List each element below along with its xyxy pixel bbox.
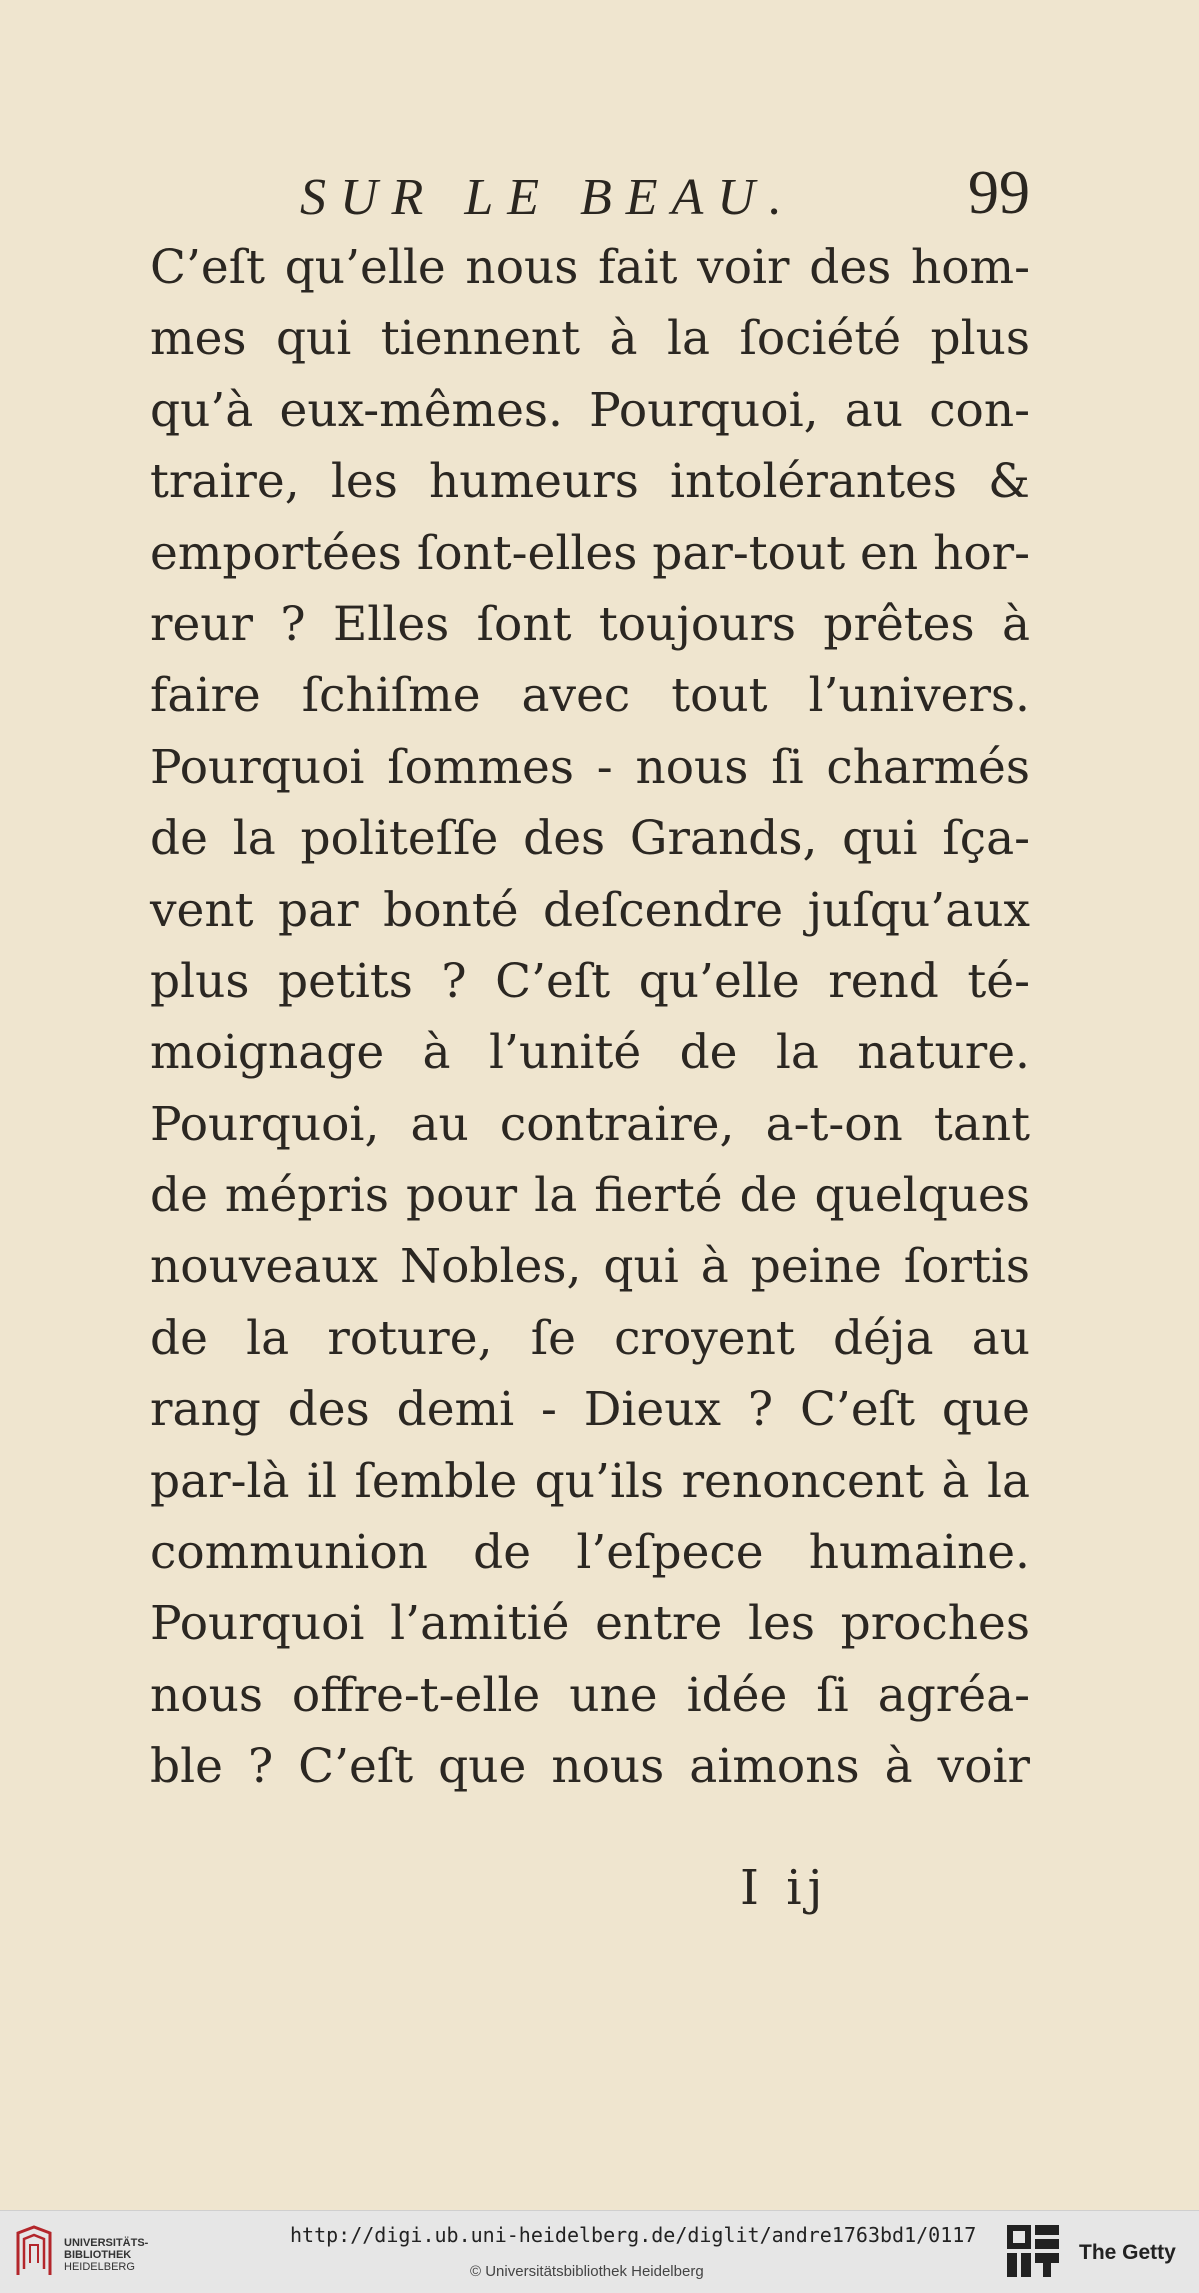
heidelberg-library-logo[interactable]	[12, 2221, 162, 2283]
page-number: 99	[968, 159, 1030, 227]
text-line: mes qui tiennent à la ſociété plus	[150, 311, 1030, 367]
running-title: SUR LE BEAU.	[300, 169, 796, 226]
text-line: de la roture, ſe croyent déja au	[150, 1310, 1030, 1366]
body-text	[150, 232, 1030, 1803]
logo-line-2: BIBLIOTHEK	[64, 2249, 132, 2261]
text-line: de la politeſſe des Grands, qui ſça-	[150, 811, 1030, 867]
text-line: traire, les humeurs intolérantes &	[150, 454, 1030, 510]
text-line: communion de l’eſpece humaine.	[150, 1525, 1030, 1581]
text-line: C’eſt qu’elle nous fait voir des hom-	[150, 240, 1030, 295]
text-line: Pourquoi l’amitié entre les proches	[150, 1596, 1030, 1652]
text-line: ble ? C’eſt que nous aimons à voir	[150, 1739, 1030, 1795]
text-line: rang des demi - Dieux ? C’eſt que	[150, 1382, 1030, 1438]
text-line: nouveaux Nobles, qui à peine ſortis	[150, 1239, 1030, 1295]
text-line: qu’à eux-mêmes. Pourquoi, au con-	[150, 382, 1030, 438]
getty-mark-icon	[1005, 2223, 1063, 2281]
getty-logo-text: The Getty	[1079, 2241, 1176, 2264]
text-line: par-là il ſemble qu’ils renoncent à la	[150, 1453, 1030, 1509]
text-line: moignage à l’unité de la nature.	[150, 1025, 1030, 1081]
heidelberg-seal-icon	[12, 2225, 56, 2279]
text-line: emportées ſont-elles par-tout en hor-	[150, 525, 1030, 581]
text-line: plus petits ? C’eſt qu’elle rend té-	[150, 953, 1030, 1009]
text-line: Pourquoi, au contraire, a-t-on tant	[150, 1096, 1030, 1152]
heidelberg-logo-text	[64, 2237, 148, 2273]
text-line: nous offre-t-elle une idée ſi agréa-	[150, 1667, 1030, 1723]
viewer-footer	[0, 2210, 1199, 2293]
permalink-url[interactable]: http://digi.ub.uni-heidelberg.de/diglit/andre1763bd1/0117	[290, 2223, 977, 2247]
text-line: Pourquoi ſommes - nous ſi charmés	[150, 739, 1030, 795]
text-line: faire ſchiſme avec tout l’univers.	[150, 668, 1030, 724]
text-line: reur ? Elles ſont toujours prêtes à	[150, 596, 1030, 652]
logo-line-3: HEIDELBERG	[64, 2261, 135, 2273]
page-header	[300, 150, 1030, 240]
logo-line-1: UNIVERSITÄTS-	[64, 2237, 149, 2249]
copyright-notice: © Universitätsbibliothek Heidelberg	[470, 2263, 704, 2280]
getty-logo[interactable]	[1005, 2223, 1195, 2283]
signature-mark: I ij	[740, 1860, 829, 1916]
text-line: vent par bonté deſcendre juſqu’aux	[150, 882, 1030, 938]
text-line: de mépris pour la fierté de quelques	[150, 1168, 1030, 1224]
